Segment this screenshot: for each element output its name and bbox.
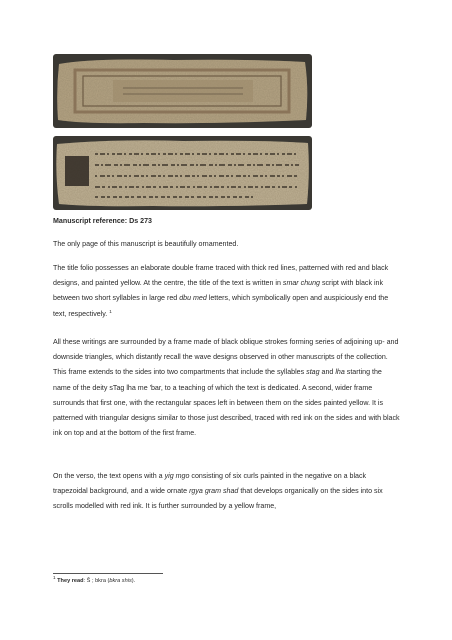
footnote: $^1$ They read: Š ; bkra (bkra shis). — [53, 575, 136, 584]
footnote-separator — [53, 573, 163, 574]
paragraph-intro: The only page of this manuscript is beautifully ornamented. — [53, 240, 239, 248]
footnote-reference[interactable]: 1 — [109, 308, 112, 314]
paragraph-frame-description: All these writings are surrounded by a frame made of black oblique strokes forming series of adjoining up- and downside triangles, which distantly recall the wave designs observed in other manuscripts of the collection. This frame extends to the sides into two compartments that include the syllables stag and lha starting the name of the deity sTag lha me 'bar, to a teaching of which the text is dedicated. A second, wider frame surrounds that first one, with the rectangular spaces left in between them on the sides painted yellow. It is patterned with triangular designs similar to those just described, traced with red ink on the sides and with black ink on top and at the bottom of the first frame. — [53, 338, 400, 438]
paragraph-title-folio: The title folio possesses an elaborate double frame traced with thick red lines, patterned with red and black designs, and painted yellow. At the centre, the title of the text is written in smar chung script with black ink between two short syllables in large red dbu med letters, which symbolically open and auspiciously end the text, respectively. $^1$ — [53, 264, 389, 318]
manuscript-verso-photo — [53, 136, 312, 210]
manuscript-reference-heading: Manuscript reference: Ds 273 — [53, 217, 152, 225]
manuscript-recto-photo — [53, 54, 312, 128]
paragraph-verso: On the verso, the text opens with a yig mgo consisting of six curls painted in the negative on a black trapezoidal background, and a wide ornate rgya gram shad that develops organically on the sides into six scrolls modelled with red ink. It is further surrounded by a yellow frame, — [53, 472, 383, 511]
